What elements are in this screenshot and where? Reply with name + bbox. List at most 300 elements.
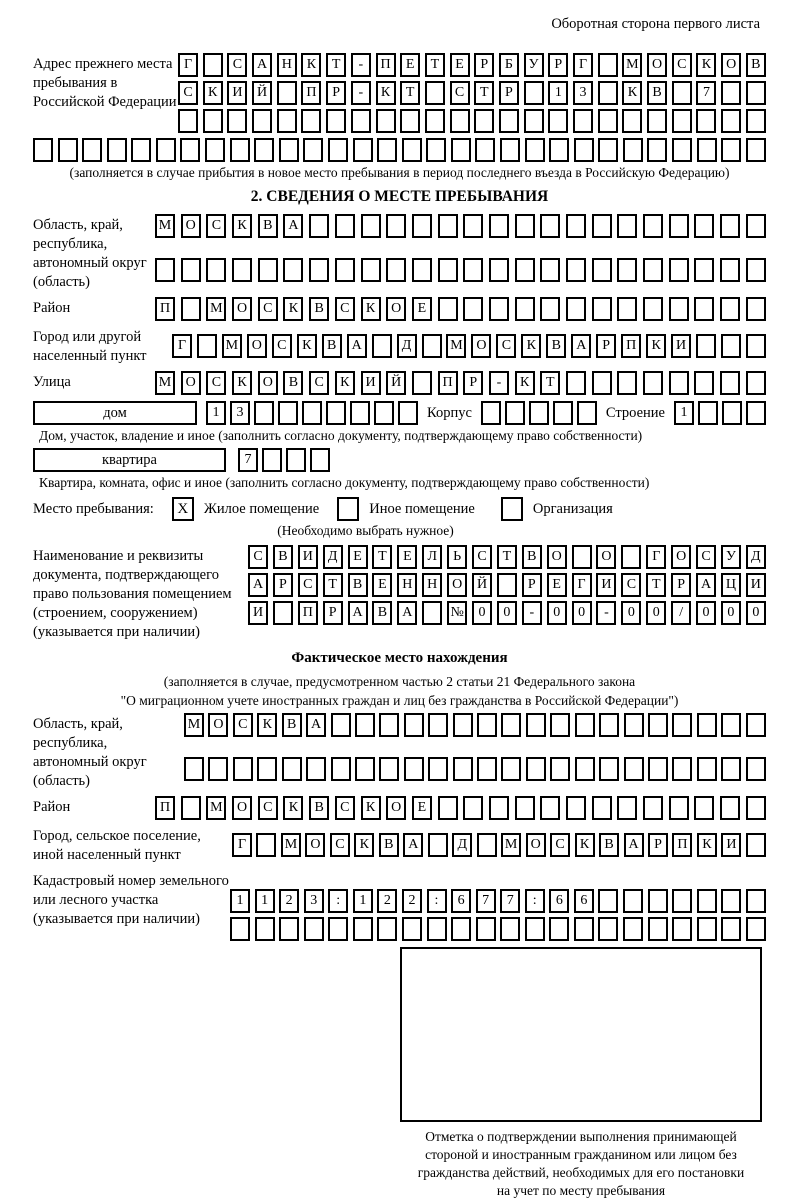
char-cell[interactable] xyxy=(648,917,668,941)
char-cell[interactable] xyxy=(672,713,692,737)
char-cell[interactable] xyxy=(647,109,667,133)
char-cell[interactable] xyxy=(438,214,458,238)
char-cell[interactable]: Г xyxy=(172,334,192,358)
char-cell[interactable] xyxy=(577,401,597,425)
char-cell[interactable]: А xyxy=(696,573,716,597)
char-cell[interactable]: Р xyxy=(326,81,346,105)
char-cell[interactable] xyxy=(697,138,717,162)
char-cell[interactable] xyxy=(355,757,375,781)
char-cell[interactable] xyxy=(301,109,321,133)
char-cell[interactable] xyxy=(476,917,496,941)
char-cell[interactable]: Т xyxy=(400,81,420,105)
char-cell[interactable]: : xyxy=(525,889,545,913)
char-cell[interactable]: О xyxy=(258,371,278,395)
char-cell[interactable]: С xyxy=(298,573,318,597)
char-cell[interactable] xyxy=(377,138,397,162)
char-cell[interactable]: И xyxy=(227,81,247,105)
char-cell[interactable] xyxy=(598,53,618,77)
char-cell[interactable] xyxy=(500,917,520,941)
char-cell[interactable]: К xyxy=(335,371,355,395)
char-cell[interactable] xyxy=(501,713,521,737)
char-cell[interactable]: Е xyxy=(400,53,420,77)
char-cell[interactable]: В xyxy=(348,573,368,597)
char-cell[interactable] xyxy=(230,138,250,162)
char-cell[interactable] xyxy=(598,889,618,913)
char-cell[interactable] xyxy=(617,297,637,321)
char-cell[interactable]: М xyxy=(184,713,204,737)
char-cell[interactable]: О xyxy=(247,334,267,358)
char-cell[interactable]: К xyxy=(361,297,381,321)
char-cell[interactable]: - xyxy=(351,53,371,77)
char-cell[interactable]: 2 xyxy=(279,889,299,913)
char-cell[interactable] xyxy=(598,138,618,162)
char-cell[interactable]: 0 xyxy=(497,601,517,625)
char-cell[interactable] xyxy=(746,917,766,941)
char-cell[interactable] xyxy=(386,258,406,282)
char-cell[interactable]: В xyxy=(273,545,293,569)
char-cell[interactable]: В xyxy=(372,601,392,625)
char-cell[interactable]: В xyxy=(546,334,566,358)
char-cell[interactable] xyxy=(697,757,717,781)
char-cell[interactable] xyxy=(566,371,586,395)
char-cell[interactable] xyxy=(206,258,226,282)
char-cell[interactable]: 0 xyxy=(646,601,666,625)
char-cell[interactable] xyxy=(438,297,458,321)
char-cell[interactable]: 7 xyxy=(476,889,496,913)
char-cell[interactable] xyxy=(258,258,278,282)
char-cell[interactable]: А xyxy=(571,334,591,358)
char-cell[interactable]: Т xyxy=(372,545,392,569)
char-cell[interactable]: О xyxy=(386,796,406,820)
char-cell[interactable]: Р xyxy=(273,573,293,597)
char-cell[interactable]: : xyxy=(328,889,348,913)
char-cell[interactable] xyxy=(489,796,509,820)
char-cell[interactable]: О xyxy=(386,297,406,321)
char-cell[interactable]: С xyxy=(550,833,570,857)
char-cell[interactable]: 6 xyxy=(451,889,471,913)
char-cell[interactable] xyxy=(497,573,517,597)
char-cell[interactable]: М xyxy=(222,334,242,358)
char-cell[interactable] xyxy=(279,917,299,941)
char-cell[interactable] xyxy=(540,258,560,282)
char-cell[interactable]: Р xyxy=(671,573,691,597)
char-cell[interactable]: П xyxy=(301,81,321,105)
char-cell[interactable] xyxy=(598,917,618,941)
char-cell[interactable] xyxy=(696,334,716,358)
char-cell[interactable]: 7 xyxy=(696,81,716,105)
char-cell[interactable] xyxy=(351,109,371,133)
char-cell[interactable] xyxy=(233,757,253,781)
char-cell[interactable]: В xyxy=(379,833,399,857)
char-cell[interactable] xyxy=(282,757,302,781)
char-cell[interactable]: К xyxy=(203,81,223,105)
char-cell[interactable] xyxy=(353,917,373,941)
char-cell[interactable] xyxy=(33,138,53,162)
char-cell[interactable]: К xyxy=(376,81,396,105)
char-cell[interactable]: К xyxy=(361,796,381,820)
char-cell[interactable]: 3 xyxy=(230,401,250,425)
char-cell[interactable]: Г xyxy=(178,53,198,77)
char-cell[interactable] xyxy=(669,371,689,395)
char-cell[interactable]: В xyxy=(322,334,342,358)
char-cell[interactable]: А xyxy=(283,214,303,238)
char-cell[interactable]: Д xyxy=(452,833,472,857)
char-cell[interactable] xyxy=(694,214,714,238)
char-cell[interactable]: К xyxy=(283,297,303,321)
char-cell[interactable] xyxy=(721,713,741,737)
char-cell[interactable] xyxy=(463,796,483,820)
char-cell[interactable]: С xyxy=(178,81,198,105)
char-cell[interactable] xyxy=(617,258,637,282)
char-cell[interactable]: М xyxy=(155,214,175,238)
char-cell[interactable]: О xyxy=(721,53,741,77)
char-cell[interactable] xyxy=(720,297,740,321)
char-cell[interactable] xyxy=(694,258,714,282)
char-cell[interactable] xyxy=(428,757,448,781)
char-cell[interactable] xyxy=(697,917,717,941)
char-cell[interactable] xyxy=(540,796,560,820)
char-cell[interactable] xyxy=(669,214,689,238)
char-cell[interactable] xyxy=(304,917,324,941)
char-cell[interactable] xyxy=(279,138,299,162)
char-cell[interactable]: С xyxy=(330,833,350,857)
char-cell[interactable] xyxy=(573,109,593,133)
char-cell[interactable] xyxy=(331,757,351,781)
char-cell[interactable]: В xyxy=(309,796,329,820)
char-cell[interactable]: Р xyxy=(463,371,483,395)
char-cell[interactable]: 0 xyxy=(721,601,741,625)
char-cell[interactable] xyxy=(402,917,422,941)
char-cell[interactable]: К xyxy=(575,833,595,857)
char-cell[interactable] xyxy=(515,796,535,820)
char-cell[interactable] xyxy=(273,601,293,625)
char-cell[interactable] xyxy=(669,258,689,282)
char-cell[interactable]: К xyxy=(622,81,642,105)
char-cell[interactable]: А xyxy=(252,53,272,77)
char-cell[interactable]: С xyxy=(248,545,268,569)
char-cell[interactable]: И xyxy=(746,573,766,597)
char-cell[interactable]: Ь xyxy=(447,545,467,569)
char-cell[interactable]: С xyxy=(472,545,492,569)
char-cell[interactable] xyxy=(379,713,399,737)
char-cell[interactable]: К xyxy=(515,371,535,395)
char-cell[interactable] xyxy=(540,297,560,321)
char-cell[interactable] xyxy=(621,545,641,569)
char-cell[interactable] xyxy=(550,713,570,737)
char-cell[interactable] xyxy=(412,371,432,395)
char-cell[interactable] xyxy=(309,214,329,238)
char-cell[interactable] xyxy=(622,109,642,133)
char-cell[interactable]: К xyxy=(301,53,321,77)
char-cell[interactable] xyxy=(526,757,546,781)
char-cell[interactable]: О xyxy=(232,297,252,321)
char-cell[interactable]: Й xyxy=(252,81,272,105)
char-cell[interactable] xyxy=(184,757,204,781)
char-cell[interactable] xyxy=(386,214,406,238)
char-cell[interactable]: И xyxy=(721,833,741,857)
char-cell[interactable]: П xyxy=(672,833,692,857)
char-cell[interactable]: Т xyxy=(540,371,560,395)
char-cell[interactable]: Г xyxy=(646,545,666,569)
char-cell[interactable] xyxy=(672,81,692,105)
char-cell[interactable]: Б xyxy=(499,53,519,77)
char-cell[interactable] xyxy=(694,371,714,395)
char-cell[interactable]: О xyxy=(447,573,467,597)
char-cell[interactable]: А xyxy=(403,833,423,857)
char-cell[interactable] xyxy=(623,889,643,913)
char-cell[interactable]: К xyxy=(283,796,303,820)
char-cell[interactable]: М xyxy=(446,334,466,358)
char-cell[interactable]: П xyxy=(438,371,458,395)
char-cell[interactable] xyxy=(438,258,458,282)
char-cell[interactable] xyxy=(328,138,348,162)
char-cell[interactable]: 3 xyxy=(573,81,593,105)
char-cell[interactable]: С xyxy=(335,796,355,820)
char-cell[interactable]: А xyxy=(348,601,368,625)
char-cell[interactable] xyxy=(326,109,346,133)
char-cell[interactable]: К xyxy=(232,371,252,395)
char-cell[interactable]: Р xyxy=(323,601,343,625)
char-cell[interactable] xyxy=(451,917,471,941)
char-cell[interactable] xyxy=(550,757,570,781)
char-cell[interactable] xyxy=(481,401,501,425)
char-cell[interactable] xyxy=(438,796,458,820)
char-cell[interactable]: Т xyxy=(646,573,666,597)
char-cell[interactable] xyxy=(428,713,448,737)
char-cell[interactable]: С xyxy=(672,53,692,77)
char-cell[interactable] xyxy=(721,757,741,781)
char-cell[interactable] xyxy=(505,401,525,425)
char-cell[interactable]: № xyxy=(447,601,467,625)
char-cell[interactable]: 1 xyxy=(353,889,373,913)
char-cell[interactable] xyxy=(203,53,223,77)
char-cell[interactable] xyxy=(599,757,619,781)
char-cell[interactable] xyxy=(672,109,692,133)
char-cell[interactable]: С xyxy=(450,81,470,105)
char-cell[interactable] xyxy=(257,757,277,781)
char-cell[interactable] xyxy=(376,109,396,133)
char-cell[interactable] xyxy=(574,917,594,941)
char-cell[interactable] xyxy=(156,138,176,162)
char-cell[interactable] xyxy=(643,796,663,820)
char-cell[interactable] xyxy=(400,109,420,133)
char-cell[interactable]: О xyxy=(181,371,201,395)
char-cell[interactable] xyxy=(254,401,274,425)
char-cell[interactable] xyxy=(425,109,445,133)
char-cell[interactable] xyxy=(515,258,535,282)
char-cell[interactable]: К xyxy=(297,334,317,358)
char-cell[interactable]: М xyxy=(155,371,175,395)
char-cell[interactable] xyxy=(107,138,127,162)
char-cell[interactable]: А xyxy=(624,833,644,857)
char-cell[interactable] xyxy=(720,796,740,820)
char-cell[interactable] xyxy=(208,757,228,781)
char-cell[interactable] xyxy=(746,138,766,162)
char-cell[interactable] xyxy=(526,713,546,737)
char-cell[interactable]: К xyxy=(354,833,374,857)
char-cell[interactable] xyxy=(720,214,740,238)
char-cell[interactable] xyxy=(350,401,370,425)
char-cell[interactable] xyxy=(463,214,483,238)
char-cell[interactable] xyxy=(227,109,247,133)
char-cell[interactable] xyxy=(230,917,250,941)
char-cell[interactable]: Н xyxy=(397,573,417,597)
char-cell[interactable] xyxy=(283,258,303,282)
char-cell[interactable]: 0 xyxy=(472,601,492,625)
char-cell[interactable]: Р xyxy=(548,53,568,77)
char-cell[interactable]: 2 xyxy=(377,889,397,913)
char-cell[interactable]: Г xyxy=(572,573,592,597)
char-cell[interactable] xyxy=(643,214,663,238)
char-cell[interactable] xyxy=(252,109,272,133)
char-cell[interactable] xyxy=(721,138,741,162)
char-cell[interactable] xyxy=(643,297,663,321)
char-cell[interactable] xyxy=(746,109,766,133)
char-cell[interactable]: А xyxy=(248,573,268,597)
char-cell[interactable]: С xyxy=(309,371,329,395)
char-cell[interactable] xyxy=(648,757,668,781)
char-cell[interactable] xyxy=(453,713,473,737)
char-cell[interactable] xyxy=(180,138,200,162)
char-cell[interactable]: С xyxy=(206,214,226,238)
char-cell[interactable]: 0 xyxy=(572,601,592,625)
char-cell[interactable] xyxy=(525,917,545,941)
char-cell[interactable]: 1 xyxy=(674,401,694,425)
char-cell[interactable]: И xyxy=(248,601,268,625)
char-cell[interactable] xyxy=(422,334,442,358)
char-cell[interactable]: О xyxy=(596,545,616,569)
char-cell[interactable]: Н xyxy=(422,573,442,597)
char-cell[interactable]: Т xyxy=(323,573,343,597)
char-cell[interactable] xyxy=(335,258,355,282)
char-cell[interactable] xyxy=(477,713,497,737)
char-cell[interactable] xyxy=(353,138,373,162)
char-cell[interactable] xyxy=(529,401,549,425)
char-cell[interactable]: 0 xyxy=(696,601,716,625)
char-cell[interactable]: В xyxy=(258,214,278,238)
char-cell[interactable]: Н xyxy=(277,53,297,77)
char-cell[interactable] xyxy=(232,258,252,282)
char-cell[interactable] xyxy=(489,258,509,282)
char-cell[interactable]: У xyxy=(721,545,741,569)
char-cell[interactable] xyxy=(398,401,418,425)
char-cell[interactable] xyxy=(524,109,544,133)
char-cell[interactable] xyxy=(592,371,612,395)
char-cell[interactable]: И xyxy=(361,371,381,395)
char-cell[interactable]: С xyxy=(233,713,253,737)
char-cell[interactable]: О xyxy=(232,796,252,820)
char-cell[interactable] xyxy=(310,448,330,472)
char-cell[interactable] xyxy=(477,833,497,857)
char-cell[interactable]: С xyxy=(621,573,641,597)
char-cell[interactable] xyxy=(355,713,375,737)
char-cell[interactable] xyxy=(256,833,276,857)
char-cell[interactable] xyxy=(453,757,473,781)
char-cell[interactable] xyxy=(277,109,297,133)
char-cell[interactable] xyxy=(540,214,560,238)
char-cell[interactable]: А xyxy=(397,601,417,625)
char-cell[interactable] xyxy=(277,81,297,105)
char-cell[interactable]: К xyxy=(521,334,541,358)
char-cell[interactable] xyxy=(746,258,766,282)
char-cell[interactable] xyxy=(302,401,322,425)
char-cell[interactable] xyxy=(721,917,741,941)
char-cell[interactable]: Т xyxy=(326,53,346,77)
char-cell[interactable]: : xyxy=(427,889,447,913)
char-cell[interactable] xyxy=(372,334,392,358)
char-cell[interactable] xyxy=(599,713,619,737)
char-cell[interactable] xyxy=(205,138,225,162)
char-cell[interactable]: И xyxy=(298,545,318,569)
char-cell[interactable]: П xyxy=(155,297,175,321)
char-cell[interactable] xyxy=(335,214,355,238)
char-cell[interactable] xyxy=(463,258,483,282)
char-cell[interactable] xyxy=(722,401,742,425)
char-cell[interactable]: В xyxy=(309,297,329,321)
char-cell[interactable] xyxy=(575,713,595,737)
char-cell[interactable]: - xyxy=(351,81,371,105)
char-cell[interactable] xyxy=(477,757,497,781)
char-cell[interactable] xyxy=(746,401,766,425)
char-cell[interactable]: В xyxy=(599,833,619,857)
char-cell[interactable] xyxy=(592,796,612,820)
char-cell[interactable] xyxy=(697,713,717,737)
char-cell[interactable]: Р xyxy=(522,573,542,597)
char-cell[interactable] xyxy=(426,138,446,162)
dwelling-checkbox[interactable]: X xyxy=(172,497,194,521)
char-cell[interactable] xyxy=(427,917,447,941)
char-cell[interactable] xyxy=(696,109,716,133)
char-cell[interactable]: П xyxy=(376,53,396,77)
char-cell[interactable] xyxy=(489,214,509,238)
char-cell[interactable]: Е xyxy=(547,573,567,597)
char-cell[interactable] xyxy=(721,889,741,913)
char-cell[interactable]: 2 xyxy=(402,889,422,913)
char-cell[interactable] xyxy=(592,214,612,238)
char-cell[interactable]: К xyxy=(697,833,717,857)
char-cell[interactable] xyxy=(746,796,766,820)
char-cell[interactable] xyxy=(746,334,766,358)
char-cell[interactable]: 3 xyxy=(304,889,324,913)
char-cell[interactable] xyxy=(566,796,586,820)
char-cell[interactable] xyxy=(746,214,766,238)
char-cell[interactable] xyxy=(566,214,586,238)
char-cell[interactable]: Ц xyxy=(721,573,741,597)
char-cell[interactable]: П xyxy=(155,796,175,820)
char-cell[interactable]: У xyxy=(524,53,544,77)
char-cell[interactable] xyxy=(422,601,442,625)
char-cell[interactable]: С xyxy=(258,796,278,820)
char-cell[interactable] xyxy=(721,334,741,358)
char-cell[interactable] xyxy=(489,297,509,321)
char-cell[interactable]: А xyxy=(347,334,367,358)
char-cell[interactable] xyxy=(617,796,637,820)
char-cell[interactable] xyxy=(643,371,663,395)
char-cell[interactable]: Т xyxy=(474,81,494,105)
char-cell[interactable]: 6 xyxy=(574,889,594,913)
char-cell[interactable]: Д xyxy=(397,334,417,358)
char-cell[interactable] xyxy=(412,214,432,238)
char-cell[interactable] xyxy=(262,448,282,472)
char-cell[interactable]: В xyxy=(282,713,302,737)
char-cell[interactable]: 7 xyxy=(238,448,258,472)
char-cell[interactable] xyxy=(377,917,397,941)
char-cell[interactable]: Т xyxy=(497,545,517,569)
char-cell[interactable]: Д xyxy=(746,545,766,569)
char-cell[interactable] xyxy=(425,81,445,105)
char-cell[interactable] xyxy=(499,109,519,133)
char-cell[interactable]: 0 xyxy=(547,601,567,625)
